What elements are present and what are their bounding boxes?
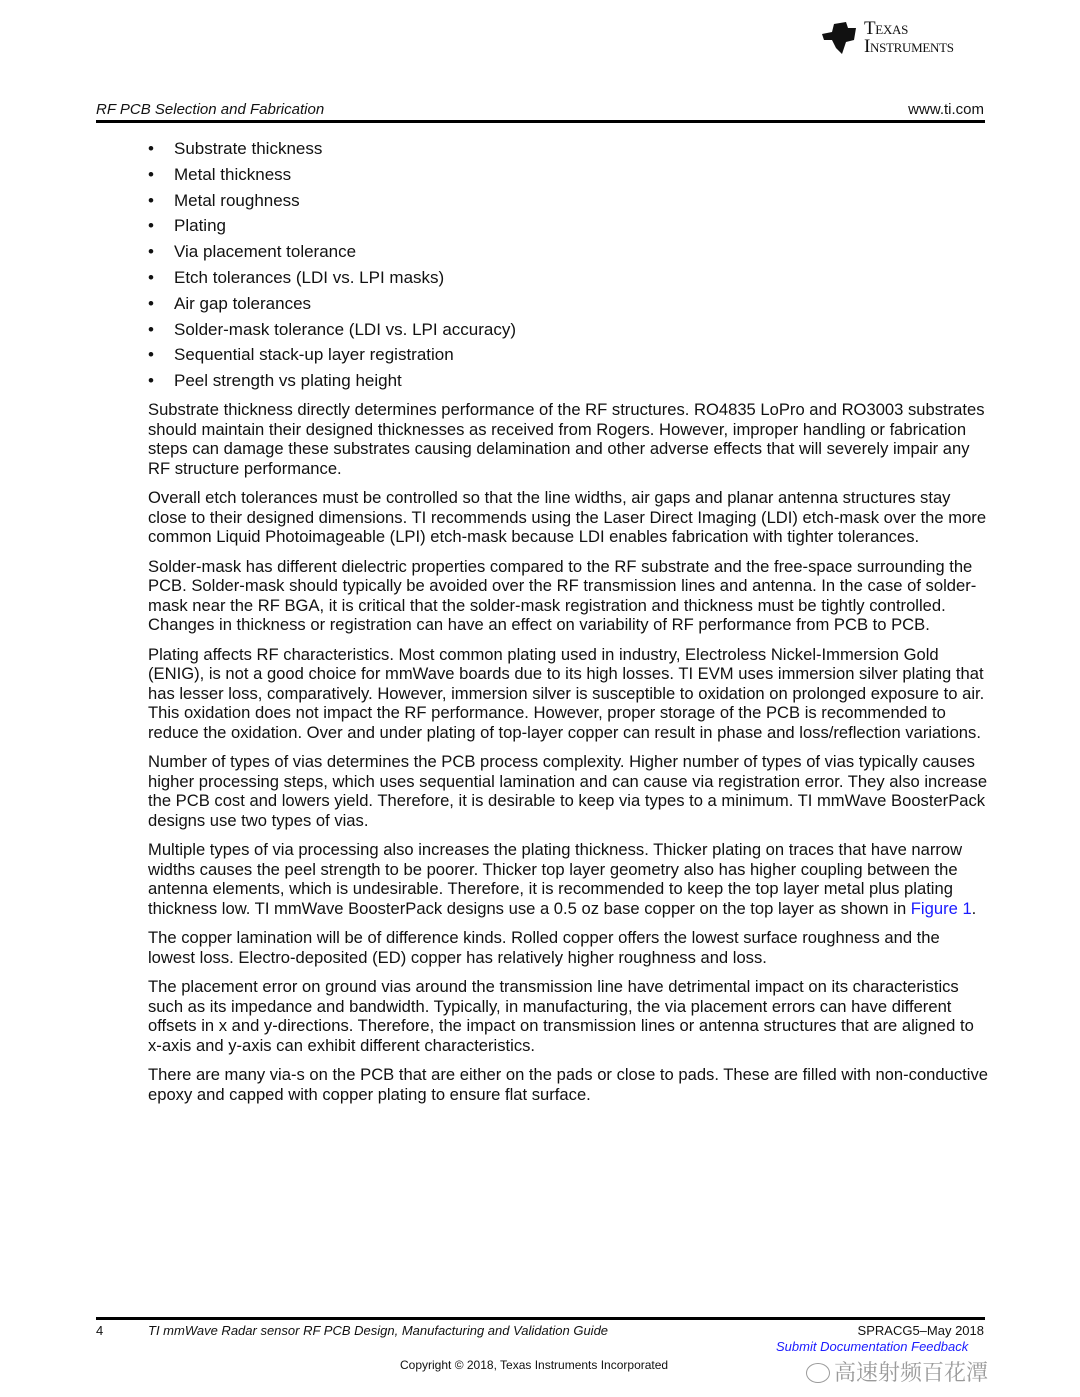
bullet-item: • Etch tolerances (LDI vs. LPI masks) [148,267,516,293]
bullet-item: • Substrate thickness [148,138,516,164]
via-text-after: . [971,898,977,918]
paragraph-placement-error: The placement error on ground vias around the transmission line have detrimental impact on its characteristics such as its impedance and bandwidth. Typically, in manufacturing, the via placement errors can have different offsets in x and y-directions. Therefore, the impact on transmission lines or antenna structures that are aligned to x-axis and y-axis can exhibit different characteristics. [148,977,974,1055]
section-title: RF PCB Selection and Fabrication [96,101,325,118]
footer-doc-title: TI mmWave Radar sensor RF PCB Design, Manufacturing and Validation Guide [148,1323,609,1338]
logo-text-line2: Instruments [864,36,954,57]
bullet-list [148,138,516,396]
via-text-before: Multiple types of via processing also increases the plating thickness. Thicker plating on traces that have narrow widths causes the peel strength to be poorer. Thicker top layer geometry also has higher coupling between the antenna elements, which is undesirable. Therefore, it is recommended to keep the top layer metal plus plating thickness low. TI mmWave BoosterPack designs use a 0.5 oz base copper on the top layer as shown in [148,840,963,918]
bullet-item: • Peel strength vs plating height [148,370,516,396]
page-number: 4 [96,1323,104,1338]
paragraph-via-processing [148,840,988,918]
wechat-icon [806,1363,830,1383]
figure-1-link[interactable]: Figure 1 [910,898,972,918]
doc-id: SPRACG5–May 2018 [857,1323,984,1338]
copyright: Copyright © 2018, Texas Instruments Incorporated [400,1358,669,1372]
paragraph-plating: Plating affects RF characteristics. Most common plating used in industry, Electroless Nickel-Immersion Gold (ENIG), is not a good choice for mmWave boards due to its high losses. TI EVM uses immersion silver plating that has lesser loss, comparatively. However, immersion silver is susceptible to oxidation on prolonged exposure to air. This oxidation does not impact the RF performance. However, proper storage of the PCB is recommended to reduce the oxidation. Over and under plating of top-layer copper can result in phase and loss/reflection variations. [148,644,985,742]
bullet-item: • Metal roughness [148,190,516,216]
footer-rule [96,1317,985,1320]
logo-text-line1: Texas [864,18,909,39]
paragraph-solder-mask: Solder-mask has different dielectric properties compared to the RF substrate and the free-space surrounding the PCB. Solder-mask should typically be avoided over the RF transmission lines and antenna. In the case of solder-mask near the RF BGA, it is critical that the solder-mask registration and thickness must be tightly controlled. Changes in thickness or registration can have an effect on variability of RF performance from PCB to PCB. [148,556,977,634]
paragraph-substrate: Substrate thickness directly determines performance of the RF structures. RO4835 LoPro and RO3003 substrates should maintain their designed thicknesses as received from Rogers. However, improper handling or fabrication steps can damage these substrates causing delamination and other adverse effects that will severely impair any RF structure performance. [148,400,985,478]
bullet-item: • Via placement tolerance [148,241,516,267]
bullet-item: • Metal thickness [148,164,516,190]
watermark-text: 高速射频百花潭 [834,1360,989,1385]
ti-logo-icon [820,20,860,56]
paragraph-copper: The copper lamination will be of difference kinds. Rolled copper offers the lowest surface roughness and the lowest loss. Electro-deposited (ED) copper has relatively higher roughness and loss. [148,928,940,967]
header-rule [96,120,985,123]
ti-logo [820,20,954,56]
paragraph-etch: Overall etch tolerances must be controlled so that the line widths, air gaps and planar antenna structures stay close to their designed dimensions. TI recommends using the Laser Direct Imaging (LDI) etch-mask over the more common Liquid Photoimageable (LPI) etch-mask because LDI enables fabrication with tighter tolerances. [148,488,987,546]
website-link[interactable]: www.ti.com [908,101,984,118]
watermark [806,1360,988,1386]
bullet-item: • Sequential stack-up layer registration [148,344,516,370]
body-text [148,400,988,1114]
paragraph-via-fill: There are many via-s on the PCB that are either on the pads or close to pads. These are filled with non-conductive epoxy and capped with copper plating to ensure flat surface. [148,1065,988,1104]
feedback-link[interactable]: Submit Documentation Feedback [776,1339,969,1354]
bullet-item: • Plating [148,215,516,241]
bullet-item: • Air gap tolerances [148,293,516,319]
bullet-item: • Solder-mask tolerance (LDI vs. LPI accuracy) [148,319,516,345]
paragraph-via-types: Number of types of vias determines the PCB process complexity. Higher number of types of vias typically causes higher processing steps, which uses sequential lamination and can cause via registration error. They also increase the PCB cost and lowers yield. Therefore, it is desirable to keep via types to a minimum. TI mmWave BoosterPack designs use two types of vias. [148,752,988,830]
